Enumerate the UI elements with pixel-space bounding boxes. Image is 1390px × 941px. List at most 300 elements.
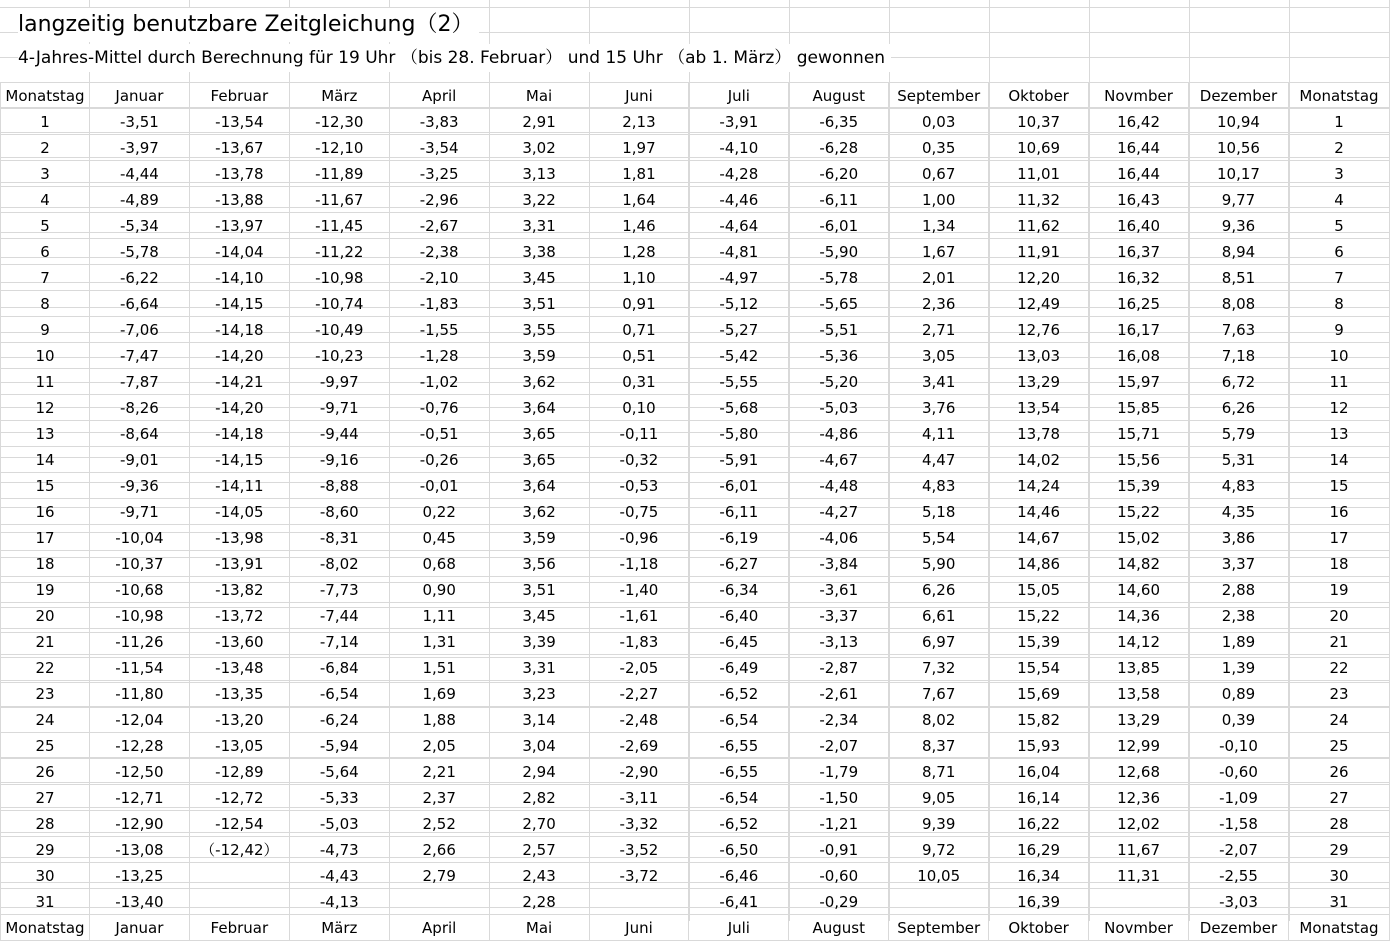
table-cell[interactable]: 5,90 — [889, 551, 989, 577]
table-cell[interactable]: -13,08 — [89, 837, 189, 863]
table-cell[interactable]: 15,93 — [989, 733, 1089, 759]
table-cell[interactable]: 10,05 — [889, 863, 989, 889]
table-cell[interactable]: -10,49 — [289, 317, 389, 343]
table-cell[interactable]: -5,20 — [789, 369, 889, 395]
table-cell[interactable]: 19 — [1, 577, 90, 603]
table-cell[interactable]: 3,62 — [489, 499, 589, 525]
table-cell[interactable]: 15,22 — [1089, 499, 1189, 525]
table-cell[interactable]: -11,54 — [89, 655, 189, 681]
table-cell[interactable]: 9,77 — [1189, 187, 1289, 213]
table-cell[interactable]: 5,18 — [889, 499, 989, 525]
table-cell[interactable]: （-12,42） — [189, 837, 289, 863]
column-footer[interactable]: Januar — [89, 915, 189, 941]
table-cell[interactable] — [589, 889, 689, 915]
table-cell[interactable]: -13,54 — [189, 109, 289, 135]
table-cell[interactable]: -0,96 — [589, 525, 689, 551]
table-cell[interactable]: -1,83 — [389, 291, 489, 317]
table-cell[interactable]: 16,17 — [1089, 317, 1189, 343]
table-cell[interactable]: 3,59 — [489, 343, 589, 369]
table-cell[interactable]: 12,49 — [989, 291, 1089, 317]
table-cell[interactable]: -5,78 — [89, 239, 189, 265]
table-cell[interactable]: 15,54 — [989, 655, 1089, 681]
table-cell[interactable]: 5 — [1, 213, 90, 239]
table-cell[interactable]: 6,26 — [889, 577, 989, 603]
table-cell[interactable]: 2,36 — [889, 291, 989, 317]
table-cell[interactable]: -14,21 — [189, 369, 289, 395]
table-cell[interactable]: 9,39 — [889, 811, 989, 837]
column-footer[interactable]: August — [789, 915, 889, 941]
table-cell[interactable]: 2,01 — [889, 265, 989, 291]
table-cell[interactable]: 1,11 — [389, 603, 489, 629]
table-cell[interactable]: 0,03 — [889, 109, 989, 135]
table-cell[interactable]: -13,35 — [189, 681, 289, 707]
table-cell[interactable]: 11,31 — [1089, 863, 1189, 889]
table-cell[interactable]: -4,44 — [89, 161, 189, 187]
table-cell[interactable]: 2,79 — [389, 863, 489, 889]
table-cell[interactable]: 8,94 — [1189, 239, 1289, 265]
table-cell[interactable]: -3,54 — [389, 135, 489, 161]
table-cell[interactable]: 10 — [1, 343, 90, 369]
table-cell[interactable]: 1,69 — [389, 681, 489, 707]
table-cell[interactable]: 2,57 — [489, 837, 589, 863]
table-cell[interactable]: 7 — [1288, 265, 1389, 291]
table-cell[interactable]: -12,72 — [189, 785, 289, 811]
table-cell[interactable]: -11,67 — [289, 187, 389, 213]
table-cell[interactable]: 12,20 — [989, 265, 1089, 291]
table-cell[interactable]: 1,67 — [889, 239, 989, 265]
table-cell[interactable]: -6,54 — [289, 681, 389, 707]
table-cell[interactable]: 12,36 — [1089, 785, 1189, 811]
table-cell[interactable]: 25 — [1288, 733, 1389, 759]
table-cell[interactable]: 3,55 — [489, 317, 589, 343]
table-cell[interactable]: -3,83 — [389, 109, 489, 135]
table-cell[interactable]: -14,15 — [189, 447, 289, 473]
table-cell[interactable]: 9 — [1288, 317, 1389, 343]
table-cell[interactable]: 21 — [1, 629, 90, 655]
table-cell[interactable]: 5,79 — [1189, 421, 1289, 447]
table-cell[interactable]: 2,13 — [589, 109, 689, 135]
table-cell[interactable]: -13,98 — [189, 525, 289, 551]
table-cell[interactable]: -10,98 — [89, 603, 189, 629]
table-cell[interactable]: -7,44 — [289, 603, 389, 629]
table-cell[interactable]: 3,51 — [489, 577, 589, 603]
table-cell[interactable]: -5,03 — [289, 811, 389, 837]
table-cell[interactable]: -11,26 — [89, 629, 189, 655]
table-cell[interactable]: 14,36 — [1089, 603, 1189, 629]
table-cell[interactable]: 10 — [1288, 343, 1389, 369]
table-cell[interactable]: -12,50 — [89, 759, 189, 785]
table-cell[interactable]: -5,12 — [689, 291, 789, 317]
table-cell[interactable]: 14,12 — [1089, 629, 1189, 655]
table-cell[interactable]: 9,05 — [889, 785, 989, 811]
table-cell[interactable]: -6,34 — [689, 577, 789, 603]
table-cell[interactable]: 16,08 — [1089, 343, 1189, 369]
table-cell[interactable]: -13,78 — [189, 161, 289, 187]
table-cell[interactable]: 6 — [1288, 239, 1389, 265]
table-cell[interactable]: 7,32 — [889, 655, 989, 681]
table-cell[interactable]: 23 — [1288, 681, 1389, 707]
table-cell[interactable]: -5,65 — [789, 291, 889, 317]
table-cell[interactable]: -2,48 — [589, 707, 689, 733]
table-cell[interactable]: 29 — [1, 837, 90, 863]
table-cell[interactable]: 12 — [1, 395, 90, 421]
table-cell[interactable]: 16,25 — [1089, 291, 1189, 317]
table-cell[interactable]: -3,52 — [589, 837, 689, 863]
table-cell[interactable]: 15,85 — [1089, 395, 1189, 421]
table-cell[interactable]: 11,67 — [1089, 837, 1189, 863]
table-cell[interactable]: -2,90 — [589, 759, 689, 785]
table-cell[interactable]: 3,41 — [889, 369, 989, 395]
table-cell[interactable]: -6,55 — [689, 733, 789, 759]
table-cell[interactable]: -14,18 — [189, 421, 289, 447]
table-cell[interactable]: -3,61 — [789, 577, 889, 603]
column-footer[interactable]: Juni — [589, 915, 689, 941]
column-header[interactable]: März — [289, 83, 389, 109]
column-header[interactable]: August — [789, 83, 889, 109]
table-cell[interactable]: 14 — [1288, 447, 1389, 473]
table-cell[interactable]: -13,82 — [189, 577, 289, 603]
table-cell[interactable]: 16,14 — [989, 785, 1089, 811]
table-cell[interactable]: -2,87 — [789, 655, 889, 681]
table-cell[interactable]: 0,10 — [589, 395, 689, 421]
table-cell[interactable]: 3,65 — [489, 447, 589, 473]
column-footer[interactable]: Dezember — [1189, 915, 1289, 941]
table-cell[interactable]: 3,51 — [489, 291, 589, 317]
table-cell[interactable]: 11,01 — [989, 161, 1089, 187]
table-cell[interactable]: 3,39 — [489, 629, 589, 655]
table-cell[interactable]: -9,44 — [289, 421, 389, 447]
table-cell[interactable]: 8 — [1, 291, 90, 317]
table-cell[interactable]: -14,11 — [189, 473, 289, 499]
table-cell[interactable]: -13,05 — [189, 733, 289, 759]
column-header[interactable]: Juli — [689, 83, 789, 109]
column-footer[interactable]: März — [289, 915, 389, 941]
table-cell[interactable]: -3,32 — [589, 811, 689, 837]
table-cell[interactable]: 4,35 — [1189, 499, 1289, 525]
table-cell[interactable]: 16 — [1288, 499, 1389, 525]
table-cell[interactable]: 28 — [1, 811, 90, 837]
table-cell[interactable]: -13,25 — [89, 863, 189, 889]
table-cell[interactable]: 3,31 — [489, 213, 589, 239]
table-cell[interactable]: 2,94 — [489, 759, 589, 785]
table-cell[interactable]: 13 — [1, 421, 90, 447]
table-cell[interactable]: -0,76 — [389, 395, 489, 421]
table-cell[interactable]: 15,69 — [989, 681, 1089, 707]
table-cell[interactable]: -14,20 — [189, 395, 289, 421]
table-cell[interactable]: 3,14 — [489, 707, 589, 733]
table-cell[interactable]: 13,29 — [989, 369, 1089, 395]
table-cell[interactable]: -9,71 — [89, 499, 189, 525]
table-cell[interactable]: 3,38 — [489, 239, 589, 265]
table-cell[interactable]: -5,34 — [89, 213, 189, 239]
table-cell[interactable]: -4,27 — [789, 499, 889, 525]
table-cell[interactable]: 2,66 — [389, 837, 489, 863]
table-cell[interactable]: 17 — [1, 525, 90, 551]
table-cell[interactable]: 29 — [1288, 837, 1389, 863]
table-cell[interactable]: 3,62 — [489, 369, 589, 395]
table-cell[interactable]: -10,68 — [89, 577, 189, 603]
table-cell[interactable]: -6,28 — [789, 135, 889, 161]
table-cell[interactable]: 13,54 — [989, 395, 1089, 421]
table-cell[interactable]: 8 — [1288, 291, 1389, 317]
table-cell[interactable]: 15,97 — [1089, 369, 1189, 395]
table-cell[interactable]: 28 — [1288, 811, 1389, 837]
table-cell[interactable]: -5,33 — [289, 785, 389, 811]
table-cell[interactable]: -9,36 — [89, 473, 189, 499]
table-cell[interactable]: 30 — [1, 863, 90, 889]
table-cell[interactable]: 16,40 — [1089, 213, 1189, 239]
table-cell[interactable]: -7,47 — [89, 343, 189, 369]
table-cell[interactable] — [189, 863, 289, 889]
table-cell[interactable]: -10,04 — [89, 525, 189, 551]
table-cell[interactable]: -2,69 — [589, 733, 689, 759]
table-cell[interactable]: 10,37 — [989, 109, 1089, 135]
table-cell[interactable]: -4,43 — [289, 863, 389, 889]
table-cell[interactable]: -6,40 — [689, 603, 789, 629]
column-footer[interactable]: Novmber — [1089, 915, 1189, 941]
table-cell[interactable]: -4,73 — [289, 837, 389, 863]
table-cell[interactable]: -6,27 — [689, 551, 789, 577]
table-cell[interactable]: 1,31 — [389, 629, 489, 655]
table-cell[interactable]: -0,51 — [389, 421, 489, 447]
table-cell[interactable]: -6,01 — [689, 473, 789, 499]
table-cell[interactable]: 5,31 — [1189, 447, 1289, 473]
column-header[interactable]: April — [389, 83, 489, 109]
table-cell[interactable]: 18 — [1288, 551, 1389, 577]
table-cell[interactable]: 27 — [1, 785, 90, 811]
table-cell[interactable]: -4,89 — [89, 187, 189, 213]
table-cell[interactable]: -3,11 — [589, 785, 689, 811]
table-cell[interactable]: 8,71 — [889, 759, 989, 785]
table-cell[interactable]: 24 — [1288, 707, 1389, 733]
column-header[interactable]: Oktober — [989, 83, 1089, 109]
table-cell[interactable]: -12,71 — [89, 785, 189, 811]
table-cell[interactable]: 21 — [1288, 629, 1389, 655]
table-cell[interactable]: -3,84 — [789, 551, 889, 577]
column-header[interactable]: Januar — [89, 83, 189, 109]
table-cell[interactable]: -6,64 — [89, 291, 189, 317]
table-cell[interactable]: 2,37 — [389, 785, 489, 811]
column-header[interactable]: Novmber — [1089, 83, 1189, 109]
table-cell[interactable]: -14,20 — [189, 343, 289, 369]
table-cell[interactable]: -10,37 — [89, 551, 189, 577]
table-cell[interactable]: -0,26 — [389, 447, 489, 473]
table-cell[interactable]: 0,31 — [589, 369, 689, 395]
table-cell[interactable]: -2,10 — [389, 265, 489, 291]
table-cell[interactable]: 9 — [1, 317, 90, 343]
table-cell[interactable]: -12,89 — [189, 759, 289, 785]
table-cell[interactable]: -12,30 — [289, 109, 389, 135]
table-cell[interactable]: 15,39 — [989, 629, 1089, 655]
table-cell[interactable]: 0,39 — [1189, 707, 1289, 733]
table-cell[interactable]: 0,35 — [889, 135, 989, 161]
table-cell[interactable]: 3,56 — [489, 551, 589, 577]
table-cell[interactable]: 16,42 — [1089, 109, 1189, 135]
table-cell[interactable] — [889, 889, 989, 915]
table-cell[interactable]: 0,22 — [389, 499, 489, 525]
table-cell[interactable]: -14,05 — [189, 499, 289, 525]
table-cell[interactable]: 11 — [1, 369, 90, 395]
table-cell[interactable]: 16 — [1, 499, 90, 525]
column-footer[interactable]: April — [389, 915, 489, 941]
table-cell[interactable]: -13,97 — [189, 213, 289, 239]
table-cell[interactable]: 15,22 — [989, 603, 1089, 629]
table-cell[interactable]: 4,47 — [889, 447, 989, 473]
table-cell[interactable]: -8,26 — [89, 395, 189, 421]
table-cell[interactable]: 3,59 — [489, 525, 589, 551]
table-cell[interactable]: -6,84 — [289, 655, 389, 681]
table-cell[interactable]: -4,06 — [789, 525, 889, 551]
table-cell[interactable]: -4,28 — [689, 161, 789, 187]
column-header[interactable]: Februar — [189, 83, 289, 109]
table-cell[interactable]: 11 — [1288, 369, 1389, 395]
table-cell[interactable]: -12,90 — [89, 811, 189, 837]
table-cell[interactable]: -14,04 — [189, 239, 289, 265]
table-cell[interactable]: -2,61 — [789, 681, 889, 707]
table-cell[interactable]: 1,10 — [589, 265, 689, 291]
table-cell[interactable]: 26 — [1, 759, 90, 785]
table-cell[interactable]: -14,18 — [189, 317, 289, 343]
table-cell[interactable]: -11,22 — [289, 239, 389, 265]
table-cell[interactable]: 3,31 — [489, 655, 589, 681]
table-cell[interactable]: -6,52 — [689, 811, 789, 837]
table-cell[interactable]: 6 — [1, 239, 90, 265]
table-cell[interactable]: 7 — [1, 265, 90, 291]
table-cell[interactable]: -2,34 — [789, 707, 889, 733]
table-cell[interactable]: 2 — [1288, 135, 1389, 161]
table-cell[interactable]: 0,71 — [589, 317, 689, 343]
table-cell[interactable]: -9,16 — [289, 447, 389, 473]
column-header[interactable]: Monatstag — [1, 83, 90, 109]
table-cell[interactable]: 14,60 — [1089, 577, 1189, 603]
table-cell[interactable]: 2,38 — [1189, 603, 1289, 629]
table-cell[interactable]: 15,05 — [989, 577, 1089, 603]
table-cell[interactable]: -7,87 — [89, 369, 189, 395]
table-cell[interactable]: -0,29 — [789, 889, 889, 915]
table-cell[interactable]: 1,34 — [889, 213, 989, 239]
table-cell[interactable]: 2,88 — [1189, 577, 1289, 603]
table-cell[interactable]: -7,73 — [289, 577, 389, 603]
table-cell[interactable]: -6,55 — [689, 759, 789, 785]
table-cell[interactable]: 12,68 — [1089, 759, 1189, 785]
table-cell[interactable]: -13,91 — [189, 551, 289, 577]
table-cell[interactable]: 1,46 — [589, 213, 689, 239]
table-cell[interactable]: 26 — [1288, 759, 1389, 785]
table-cell[interactable]: 2,21 — [389, 759, 489, 785]
table-cell[interactable]: -14,10 — [189, 265, 289, 291]
table-cell[interactable]: -1,50 — [789, 785, 889, 811]
table-cell[interactable]: -11,89 — [289, 161, 389, 187]
table-cell[interactable]: -11,45 — [289, 213, 389, 239]
table-cell[interactable]: -5,27 — [689, 317, 789, 343]
table-cell[interactable]: 8,02 — [889, 707, 989, 733]
table-cell[interactable]: 3,45 — [489, 265, 589, 291]
table-cell[interactable]: 16,44 — [1089, 135, 1189, 161]
table-cell[interactable]: 13 — [1288, 421, 1389, 447]
table-cell[interactable]: 16,39 — [989, 889, 1089, 915]
column-footer[interactable]: Monatstag — [1, 915, 90, 941]
table-cell[interactable]: -13,72 — [189, 603, 289, 629]
table-cell[interactable]: 14,67 — [989, 525, 1089, 551]
table-cell[interactable]: 9,36 — [1189, 213, 1289, 239]
table-cell[interactable]: 10,94 — [1189, 109, 1289, 135]
table-cell[interactable]: -1,40 — [589, 577, 689, 603]
table-cell[interactable]: -3,13 — [789, 629, 889, 655]
table-cell[interactable] — [189, 889, 289, 915]
table-cell[interactable]: 1,28 — [589, 239, 689, 265]
table-cell[interactable]: -0,11 — [589, 421, 689, 447]
table-cell[interactable]: 14 — [1, 447, 90, 473]
table-cell[interactable]: -1,09 — [1189, 785, 1289, 811]
table-cell[interactable]: 6,97 — [889, 629, 989, 655]
table-cell[interactable]: 8,51 — [1189, 265, 1289, 291]
table-cell[interactable]: 31 — [1, 889, 90, 915]
table-cell[interactable]: 16,44 — [1089, 161, 1189, 187]
column-footer[interactable]: Mai — [489, 915, 589, 941]
table-cell[interactable]: -2,55 — [1189, 863, 1289, 889]
table-cell[interactable]: -7,06 — [89, 317, 189, 343]
table-cell[interactable]: 3 — [1288, 161, 1389, 187]
table-cell[interactable]: -8,02 — [289, 551, 389, 577]
table-cell[interactable]: 4,83 — [889, 473, 989, 499]
column-header[interactable]: Juni — [589, 83, 689, 109]
table-cell[interactable]: -5,91 — [689, 447, 789, 473]
table-cell[interactable]: 4,83 — [1189, 473, 1289, 499]
table-cell[interactable]: 2 — [1, 135, 90, 161]
table-cell[interactable]: 20 — [1, 603, 90, 629]
table-cell[interactable]: -6,01 — [789, 213, 889, 239]
table-cell[interactable]: -1,79 — [789, 759, 889, 785]
table-cell[interactable]: -0,75 — [589, 499, 689, 525]
table-cell[interactable]: 16,34 — [989, 863, 1089, 889]
column-footer[interactable]: Monatstag — [1288, 915, 1389, 941]
table-cell[interactable]: -3,97 — [89, 135, 189, 161]
table-cell[interactable]: 0,89 — [1189, 681, 1289, 707]
table-cell[interactable]: -6,49 — [689, 655, 789, 681]
table-cell[interactable]: -13,40 — [89, 889, 189, 915]
table-cell[interactable]: -6,19 — [689, 525, 789, 551]
table-cell[interactable]: 2,91 — [489, 109, 589, 135]
table-cell[interactable]: 8,37 — [889, 733, 989, 759]
table-cell[interactable]: -0,01 — [389, 473, 489, 499]
table-cell[interactable]: 1,39 — [1189, 655, 1289, 681]
table-cell[interactable]: 15 — [1288, 473, 1389, 499]
table-cell[interactable]: 3,65 — [489, 421, 589, 447]
table-cell[interactable]: 6,26 — [1189, 395, 1289, 421]
table-cell[interactable]: 0,68 — [389, 551, 489, 577]
table-cell[interactable]: -1,83 — [589, 629, 689, 655]
table-cell[interactable]: 7,18 — [1189, 343, 1289, 369]
table-cell[interactable]: 16,43 — [1089, 187, 1189, 213]
table-cell[interactable]: -8,31 — [289, 525, 389, 551]
table-cell[interactable]: -13,60 — [189, 629, 289, 655]
table-cell[interactable]: -5,64 — [289, 759, 389, 785]
table-cell[interactable]: 5,54 — [889, 525, 989, 551]
table-cell[interactable]: -5,36 — [789, 343, 889, 369]
table-cell[interactable]: 13,58 — [1089, 681, 1189, 707]
table-cell[interactable]: 3 — [1, 161, 90, 187]
table-cell[interactable]: -3,37 — [789, 603, 889, 629]
table-cell[interactable]: 3,64 — [489, 395, 589, 421]
column-header[interactable]: Dezember — [1189, 83, 1289, 109]
table-cell[interactable]: -4,46 — [689, 187, 789, 213]
table-cell[interactable]: -5,68 — [689, 395, 789, 421]
table-cell[interactable]: 3,23 — [489, 681, 589, 707]
table-cell[interactable]: 1,64 — [589, 187, 689, 213]
table-cell[interactable]: -6,11 — [689, 499, 789, 525]
table-cell[interactable]: -5,78 — [789, 265, 889, 291]
table-cell[interactable]: 3,22 — [489, 187, 589, 213]
